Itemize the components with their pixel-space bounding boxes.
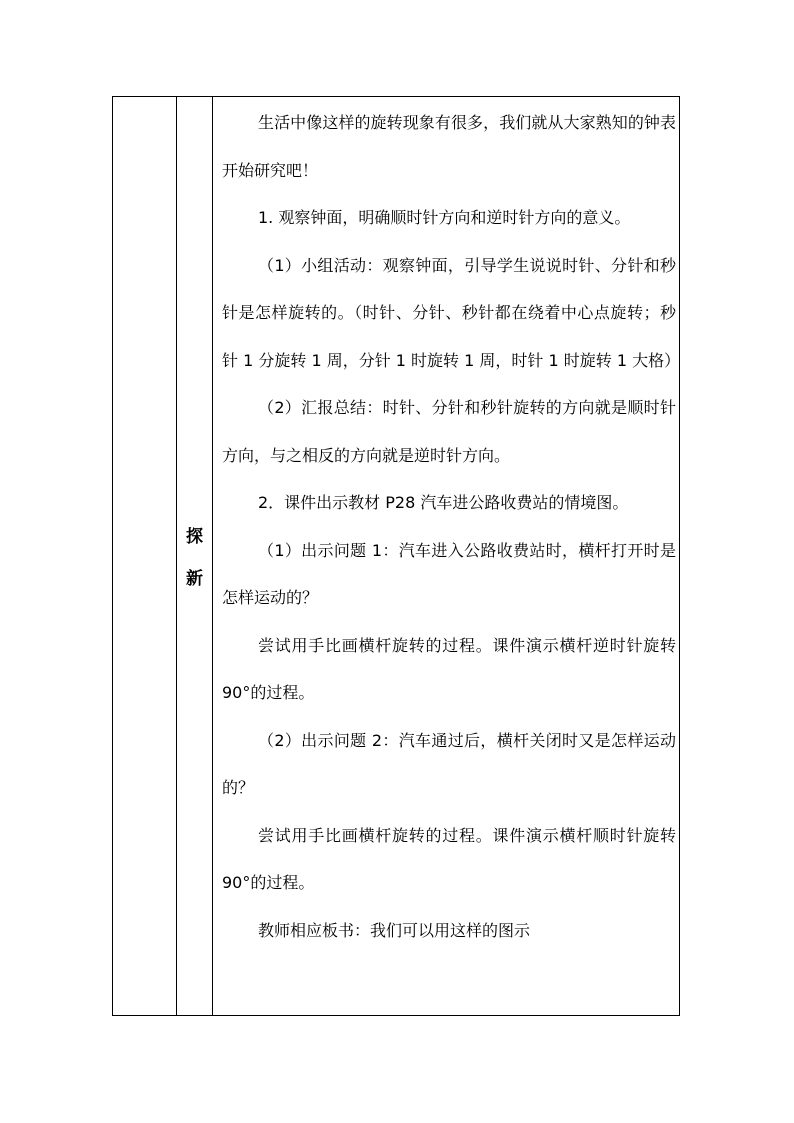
- lesson-table: [112, 96, 680, 1016]
- section-label-char-2: 新: [186, 569, 203, 589]
- paragraph-step-2-1-demo: 尝试用手比画横杆旋转的过程。课件演示横杆逆时针旋转 90°的过程。: [222, 635, 676, 702]
- paragraph-step-1-1: （1）小组活动：观察钟面，引导学生说说时针、分针和秒针是怎样旋转的。（时针、分针、秒针都在绕着中心点旋转；秒针 1 分旋转 1 周，分针 1 时旋转 1 周，时针 1 时旋转 1 大格）: [222, 255, 681, 370]
- paragraph-step-2-2: （2）出示问题 2：汽车通过后，横杆关闭时又是怎样运动的？: [222, 730, 676, 797]
- paragraph-intro: 生活中像这样的旋转现象有很多，我们就从大家熟知的钟表开始研究吧！: [222, 113, 676, 180]
- paragraph-step-1-2: （2）汇报总结：时针、分针和秒针旋转的方向就是顺时针方向，与之相反的方向就是逆时针方向。: [222, 398, 676, 465]
- lesson-content: [222, 97, 681, 954]
- column-divider-1: [176, 97, 177, 1015]
- paragraph-step-1: 1. 观察钟面，明确顺时针方向和逆时针方向的意义。: [258, 208, 631, 227]
- paragraph-step-2: 2．课件出示教材 P28 汽车进公路收费站的情境图。: [258, 493, 629, 512]
- section-label-char-1: 探: [186, 527, 203, 547]
- paragraph-step-2-1: （1）出示问题 1：汽车进入公路收费站时，横杆打开时是怎样运动的？: [222, 540, 676, 607]
- paragraph-step-2-2-demo: 尝试用手比画横杆旋转的过程。课件演示横杆顺时针旋转 90°的过程。: [222, 825, 676, 892]
- paragraph-board-writing: 教师相应板书：我们可以用这样的图示: [258, 920, 531, 940]
- column-divider-2: [212, 97, 213, 1015]
